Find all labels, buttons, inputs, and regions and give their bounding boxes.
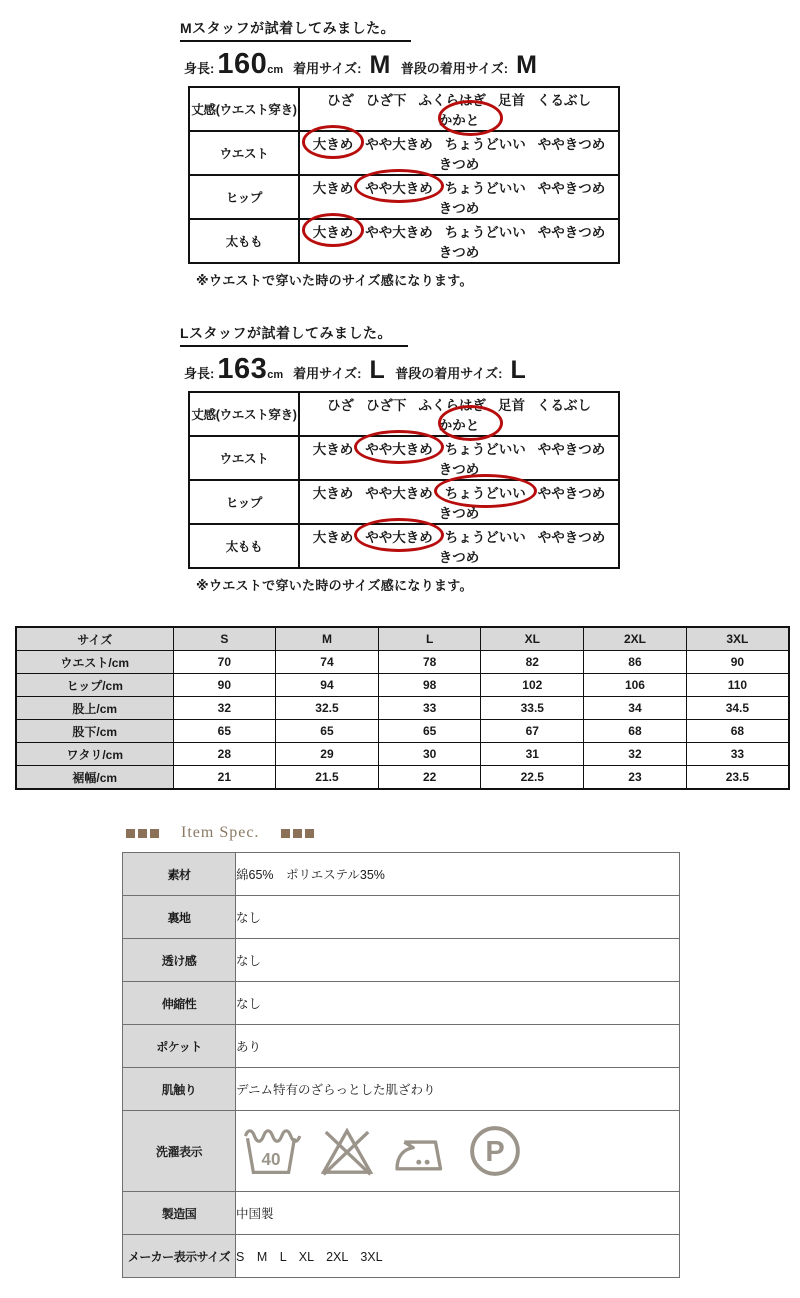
option: ふくらはぎ — [418, 398, 486, 413]
option: きつめ — [438, 462, 480, 477]
size-row-label: ヒップ/cm — [16, 674, 173, 697]
spec-row-value: なし — [236, 939, 680, 982]
fit-row — [189, 175, 619, 219]
iron-two-dots-icon — [392, 1123, 450, 1179]
option: ややきつめ — [537, 530, 606, 545]
option: ふくらはぎ — [418, 93, 486, 108]
option: 足首 — [498, 398, 525, 413]
option: ひざ下 — [366, 93, 407, 108]
spec-row — [123, 1068, 680, 1111]
fit-row — [189, 392, 619, 436]
selected-option-circled: かかと — [439, 414, 480, 434]
size-cell-value: 22 — [378, 766, 481, 790]
fit-table — [188, 86, 620, 264]
fit-row-options — [299, 131, 619, 175]
fit-row-options — [299, 436, 619, 480]
option: やや大きめ — [365, 137, 433, 152]
option: 大きめ — [312, 530, 354, 545]
size-cell-value: 65 — [276, 720, 379, 743]
size-table-row — [16, 743, 789, 766]
selected-option-circled: やや大きめ — [365, 526, 433, 546]
dry-clean-p-icon — [466, 1123, 524, 1179]
size-cell-value: 67 — [481, 720, 584, 743]
size-row-label: 股下/cm — [16, 720, 173, 743]
squares-decoration-icon — [281, 829, 314, 838]
fit-note: ※ウエストで穿いた時のサイズ感になります。 — [196, 578, 473, 593]
fit-row-options — [299, 219, 619, 263]
fit-section-title: Lスタッフが試着してみました。 — [180, 323, 408, 347]
fit-row — [189, 87, 619, 131]
size-cell-value: 22.5 — [481, 766, 584, 790]
size-cell-value: 33 — [686, 743, 789, 766]
option: 大きめ — [312, 486, 354, 501]
spec-row-label: ポケット — [123, 1025, 236, 1068]
size-cell-value: 21.5 — [276, 766, 379, 790]
option: ややきつめ — [537, 181, 606, 196]
option: ちょうどいい — [444, 137, 526, 152]
size-cell-value: 23.5 — [686, 766, 789, 790]
size-cell-value: 31 — [481, 743, 584, 766]
size-column-header: 3XL — [686, 627, 789, 651]
spec-row-value: 中国製 — [236, 1192, 680, 1235]
size-cell-value: 28 — [173, 743, 276, 766]
option: きつめ — [438, 550, 480, 565]
fit-row — [189, 436, 619, 480]
fit-row — [189, 524, 619, 568]
spec-row-value: S M L XL 2XL 3XL — [236, 1235, 680, 1278]
size-table-row — [16, 651, 789, 674]
usual-size-label: 普段の着用サイズ: — [395, 366, 503, 381]
spec-row — [123, 1192, 680, 1235]
item-spec-header — [126, 824, 800, 842]
worn-size-value: M — [369, 51, 391, 79]
size-row-label: 裾幅/cm — [16, 766, 173, 790]
size-cell-value: 33.5 — [481, 697, 584, 720]
fit-row-label: 太もも — [189, 219, 299, 263]
height-label: 身長: — [184, 61, 215, 76]
spec-row-label: 製造国 — [123, 1192, 236, 1235]
option: くるぶし — [537, 398, 591, 413]
option: ひざ — [327, 93, 354, 108]
size-row-label: ウエスト/cm — [16, 651, 173, 674]
fit-table — [188, 391, 620, 569]
option: きつめ — [438, 245, 480, 260]
fit-row-label: ウエスト — [189, 131, 299, 175]
fit-row-label: ヒップ — [189, 480, 299, 524]
selected-option-circled: ちょうどいい — [445, 482, 526, 502]
spec-row-label: メーカー表示サイズ — [123, 1235, 236, 1278]
size-cell-value: 65 — [378, 720, 481, 743]
size-column-header: L — [378, 627, 481, 651]
height-value: 160 — [217, 48, 268, 80]
fit-row-options — [299, 480, 619, 524]
spec-row-value: あり — [236, 1025, 680, 1068]
spec-row — [123, 853, 680, 896]
worn-size-value: L — [369, 356, 386, 384]
option: ひざ下 — [366, 398, 407, 413]
size-table-row — [16, 697, 789, 720]
option: ひざ — [327, 398, 354, 413]
size-cell-value: 34.5 — [686, 697, 789, 720]
option: ややきつめ — [537, 486, 606, 501]
size-column-header: サイズ — [16, 627, 173, 651]
height-label: 身長: — [184, 366, 215, 381]
size-cell-value: 82 — [481, 651, 584, 674]
option: きつめ — [438, 201, 480, 216]
option: ちょうどいい — [444, 442, 526, 457]
size-cell-value: 70 — [173, 651, 276, 674]
option: やや大きめ — [365, 486, 433, 501]
size-measurement-table — [15, 626, 790, 790]
size-cell-value: 33 — [378, 697, 481, 720]
spec-row-value: なし — [236, 982, 680, 1025]
height-unit: cm — [267, 64, 284, 76]
size-row-label: ワタリ/cm — [16, 743, 173, 766]
usual-size-label: 普段の着用サイズ: — [400, 61, 509, 76]
option: ちょうどいい — [444, 181, 526, 196]
size-cell-value: 30 — [378, 743, 481, 766]
worn-size-label: 着用サイズ: — [293, 366, 362, 381]
fit-note: ※ウエストで穿いた時のサイズ感になります。 — [196, 273, 473, 288]
item-spec-table — [122, 852, 680, 1278]
option: ややきつめ — [537, 137, 606, 152]
size-column-header: M — [276, 627, 379, 651]
fit-stats — [184, 50, 800, 79]
size-cell-value: 74 — [276, 651, 379, 674]
worn-size-label: 着用サイズ: — [293, 61, 362, 76]
height-value: 163 — [217, 353, 268, 385]
care-icons-cell — [236, 1111, 680, 1192]
spec-row-value: なし — [236, 896, 680, 939]
wash-40-icon — [240, 1123, 302, 1179]
size-cell-value: 102 — [481, 674, 584, 697]
size-cell-value: 90 — [686, 651, 789, 674]
height-unit: cm — [267, 369, 284, 381]
option: ややきつめ — [537, 225, 606, 240]
spec-row-label: 素材 — [123, 853, 236, 896]
option: ちょうどいい — [444, 530, 526, 545]
size-cell-value: 34 — [584, 697, 687, 720]
option: きつめ — [438, 506, 480, 521]
size-cell-value: 78 — [378, 651, 481, 674]
svg-text:40: 40 — [261, 1149, 281, 1169]
size-column-header: 2XL — [584, 627, 687, 651]
spec-row-label: 伸縮性 — [123, 982, 236, 1025]
size-table-body — [16, 627, 789, 789]
spec-row — [123, 1025, 680, 1068]
usual-size-value: M — [516, 51, 538, 79]
fit-section-l — [180, 323, 800, 594]
size-cell-value: 86 — [584, 651, 687, 674]
fit-row-options — [299, 87, 619, 131]
size-cell-value: 110 — [686, 674, 789, 697]
fit-row-label: 丈感(ウエスト穿き) — [189, 392, 299, 436]
fit-row-label: 丈感(ウエスト穿き) — [189, 87, 299, 131]
selected-option-circled: 大きめ — [313, 221, 354, 241]
fit-row — [189, 131, 619, 175]
size-cell-value: 29 — [276, 743, 379, 766]
selected-option-circled: やや大きめ — [365, 438, 433, 458]
size-cell-value: 106 — [584, 674, 687, 697]
usual-size-value: L — [510, 356, 527, 384]
selected-option-circled: かかと — [439, 109, 480, 129]
size-cell-value: 32 — [584, 743, 687, 766]
size-cell-value: 68 — [584, 720, 687, 743]
fit-row — [189, 219, 619, 263]
size-row-label: 股上/cm — [16, 697, 173, 720]
option: きつめ — [438, 157, 480, 172]
squares-decoration-icon — [126, 829, 159, 838]
size-cell-value: 32.5 — [276, 697, 379, 720]
fit-row-options — [299, 175, 619, 219]
spec-row — [123, 982, 680, 1025]
fit-row-label: ウエスト — [189, 436, 299, 480]
spec-row-value: 綿65% ポリエステル35% — [236, 853, 680, 896]
size-cell-value: 23 — [584, 766, 687, 790]
fit-row-label: ヒップ — [189, 175, 299, 219]
size-table-row — [16, 674, 789, 697]
spec-row-value: デニム特有のざらっとした肌ざわり — [236, 1068, 680, 1111]
size-cell-value: 21 — [173, 766, 276, 790]
option: やや大きめ — [365, 225, 433, 240]
spec-row-label: 肌触り — [123, 1068, 236, 1111]
item-spec-title: Item Spec. — [181, 824, 260, 841]
size-table-row — [16, 720, 789, 743]
spec-row-label: 裏地 — [123, 896, 236, 939]
option: 足首 — [498, 93, 525, 108]
option: ややきつめ — [537, 442, 606, 457]
do-not-bleach-icon — [318, 1123, 376, 1179]
size-cell-value: 68 — [686, 720, 789, 743]
option: くるぶし — [537, 93, 591, 108]
spec-table-body — [123, 853, 680, 1278]
fit-row-options — [299, 392, 619, 436]
size-table-row — [16, 766, 789, 790]
size-cell-value: 98 — [378, 674, 481, 697]
spec-row — [123, 1235, 680, 1278]
size-cell-value: 94 — [276, 674, 379, 697]
fit-row — [189, 480, 619, 524]
size-table-header-row — [16, 627, 789, 651]
spec-row — [123, 896, 680, 939]
fit-section-m — [180, 18, 800, 289]
selected-option-circled: 大きめ — [313, 133, 354, 153]
size-cell-value: 65 — [173, 720, 276, 743]
option: 大きめ — [312, 181, 354, 196]
item-spec-section — [122, 824, 800, 1278]
size-cell-value: 32 — [173, 697, 276, 720]
size-column-header: XL — [481, 627, 584, 651]
fit-stats — [184, 355, 800, 384]
option: ちょうどいい — [444, 225, 526, 240]
spec-row-label: 洗濯表示 — [123, 1111, 236, 1192]
spec-row — [123, 1111, 680, 1192]
fit-row-label: 太もも — [189, 524, 299, 568]
fit-row-options — [299, 524, 619, 568]
spec-row — [123, 939, 680, 982]
spec-row-label: 透け感 — [123, 939, 236, 982]
care-symbols — [236, 1123, 679, 1179]
option: 大きめ — [312, 442, 354, 457]
size-cell-value: 90 — [173, 674, 276, 697]
size-column-header: S — [173, 627, 276, 651]
fit-section-title: Mスタッフが試着してみました。 — [180, 18, 411, 42]
selected-option-circled: やや大きめ — [365, 177, 433, 197]
svg-text:P: P — [485, 1136, 505, 1169]
